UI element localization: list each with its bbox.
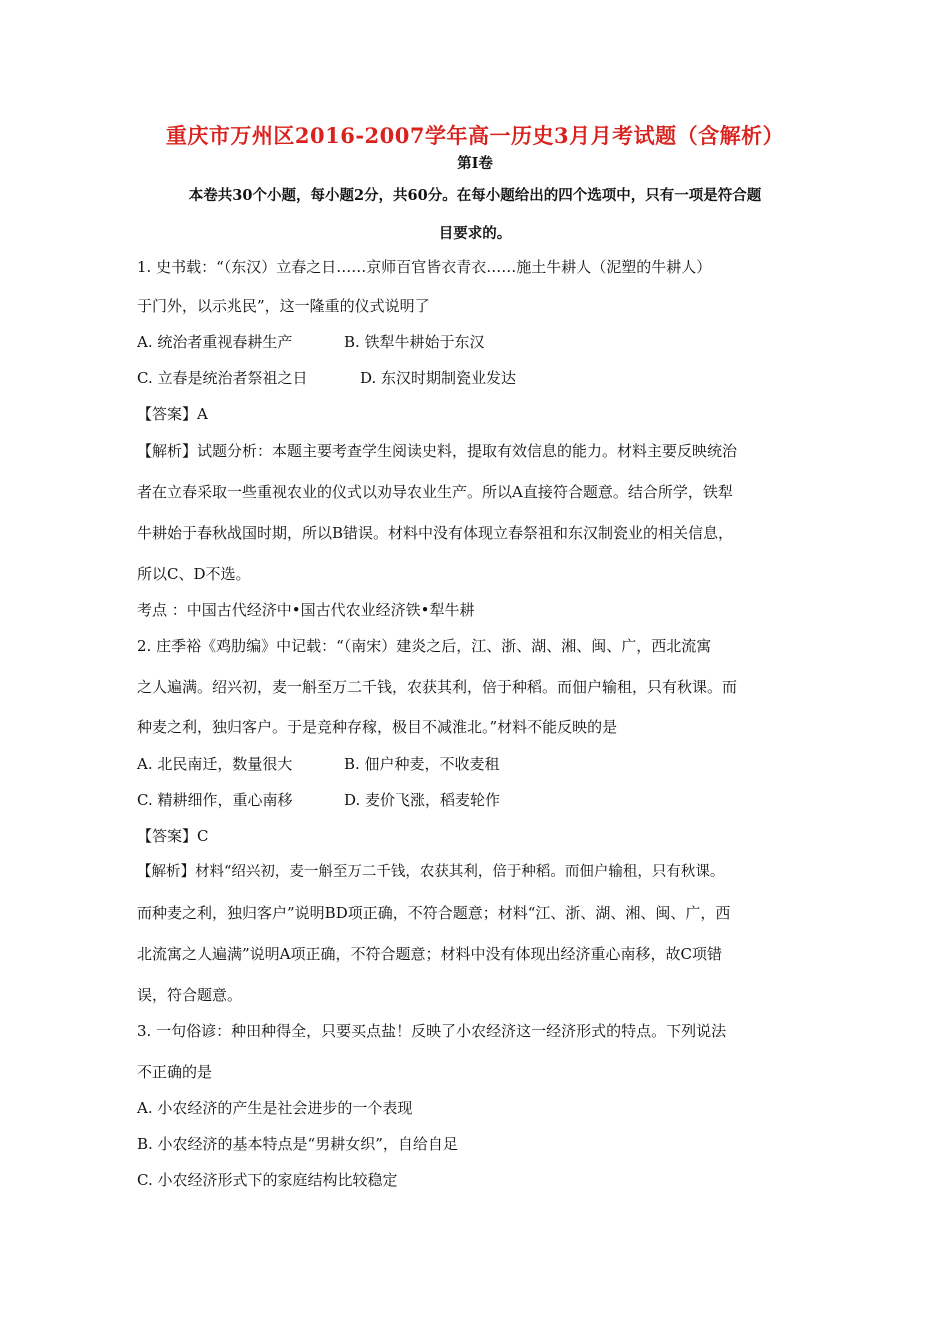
q2-option-b: B. 佃户种麦，不收麦租 <box>344 755 500 773</box>
q2-analysis-line-2: 而种麦之利，独归客户”说明BD项正确，不符合题意；材料“江、浙、湖、湘、闽、广，西 <box>137 904 731 922</box>
document-title: 重庆市万州区2016-2007学年高一历史3月月考试题（含解析） <box>165 123 785 148</box>
q1-analysis-line-2: 者在立春采取一些重视农业的仪式以劝导农业生产。所以A直接符合题意。结合所学，铁犁 <box>137 483 733 501</box>
instruction-line-2: 目要求的。 <box>438 225 512 242</box>
q3-option-b: B. 小农经济的基本特点是“男耕女织”，自给自足 <box>137 1135 458 1153</box>
q1-analysis-line-4: 所以C、D不选。 <box>137 565 251 583</box>
q2-option-c: C. 精耕细作，重心南移 <box>137 791 293 809</box>
q1-answer: 【答案】A <box>137 405 208 423</box>
q1-option-d: D. 东汉时期制瓷业发达 <box>360 369 517 387</box>
q1-stem-line-1: 1. 史书载：“（东汉）立春之日……京师百官皆衣青衣……施土牛耕人（泥塑的牛耕人） <box>137 258 712 276</box>
q2-answer: 【答案】C <box>137 827 209 845</box>
q1-kaodian: 考点 ：中国古代经济中•国古代农业经济铁•犁牛耕 <box>137 601 475 619</box>
q1-analysis-line-3: 牛耕始于春秋战国时期，所以B错误。材料中没有体现立春祭祖和东汉制瓷业的相关信息， <box>137 524 734 542</box>
instruction-line-1: 本卷共30个小题，每小题2分，共60分。在每小题给出的四个选项中，只有一项是符合题 <box>188 187 762 204</box>
q2-stem-line-3: 种麦之利，独归客户。于是竞种存稼，极目不减淮北。”材料不能反映的是 <box>137 718 618 736</box>
q1-option-a: A. 统治者重视春耕生产 <box>137 333 293 351</box>
q1-option-b: B. 铁犁牛耕始于东汉 <box>344 333 485 351</box>
q2-analysis-line-1: 【解析】材料“绍兴初，麦一斛至万二千钱，农获其利，倍于种稻。而佃户输租，只有秋课。 <box>137 864 725 880</box>
q2-stem-line-1: 2. 庄季裕《鸡肋编》中记载：“（南宋）建炎之后，江、浙、湖、湘、闽、广，西北流寓 <box>137 637 712 655</box>
q3-stem-line-2: 不正确的是 <box>137 1063 213 1081</box>
q2-option-a: A. 北民南迁，数量很大 <box>137 755 293 773</box>
q2-stem-line-2: 之人遍满。绍兴初，麦一斛至万二千钱，农获其利，倍于种稻。而佃户输租，只有秋课。而 <box>137 678 738 696</box>
q1-stem-line-2: 于门外，以示兆民”，这一隆重的仪式说明了 <box>137 297 430 315</box>
q2-analysis-line-4: 误，符合题意。 <box>137 986 243 1004</box>
section-heading: 第Ⅰ卷 <box>457 155 493 172</box>
q2-option-d: D. 麦价飞涨，稻麦轮作 <box>344 791 501 809</box>
q1-analysis-line-1: 【解析】试题分析：本题主要考查学生阅读史料，提取有效信息的能力。材料主要反映统治 <box>137 442 738 460</box>
q3-option-a: A. 小农经济的产生是社会进步的一个表现 <box>137 1099 413 1117</box>
q1-option-c: C. 立春是统治者祭祖之日 <box>137 369 308 387</box>
q3-option-c: C. 小农经济形式下的家庭结构比较稳定 <box>137 1171 398 1189</box>
q3-stem-line-1: 3. 一句俗谚：种田种得全，只要买点盐！反映了小农经济这一经济形式的特点。下列说法 <box>137 1022 727 1040</box>
q2-analysis-line-3: 北流寓之人遍满”说明A项正确，不符合题意；材料中没有体现出经济重心南移，故C项错 <box>137 945 722 963</box>
